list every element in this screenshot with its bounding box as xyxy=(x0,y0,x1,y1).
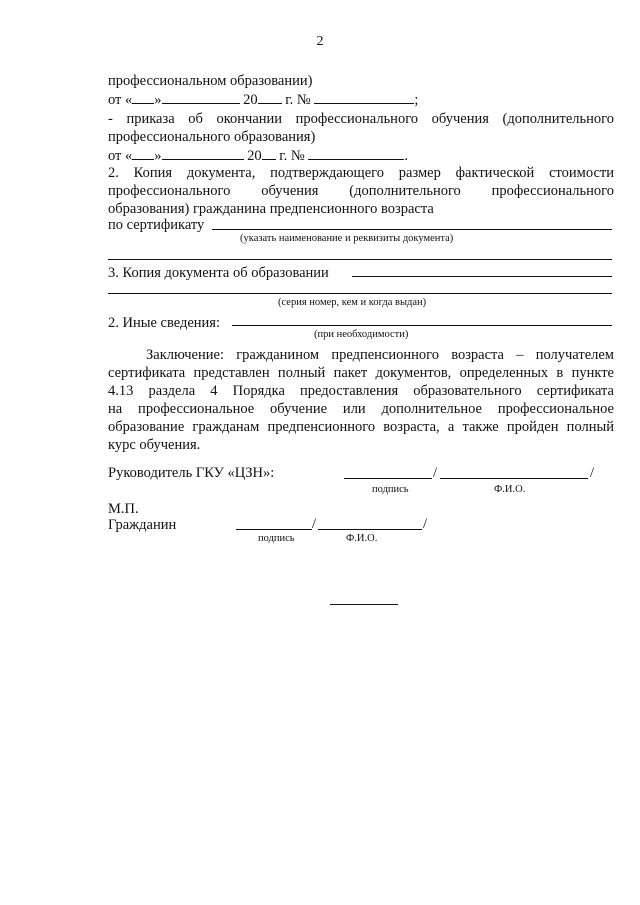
number-field-1[interactable] xyxy=(314,90,414,104)
citizen-slash-end: / xyxy=(423,516,428,532)
year-field-1[interactable] xyxy=(258,90,282,104)
other-info-caption: (при необходимости) xyxy=(314,329,409,340)
head-signature-field[interactable] xyxy=(344,478,432,479)
item1-continuation: профессиональном образовании) xyxy=(108,73,313,89)
stamp-place-label: М.П. xyxy=(108,501,139,517)
end-rule xyxy=(330,604,398,605)
cert-field-continuation[interactable] xyxy=(108,259,612,260)
head-fio-field[interactable] xyxy=(440,478,588,479)
conclusion-line6: курс обучения. xyxy=(108,437,201,453)
item2-line1: 2. Копия документа, подтверждающего размер фактической стоимости xyxy=(108,165,614,181)
head-fio-caption: Ф.И.О. xyxy=(494,484,526,495)
cert-caption: (указать наименование и реквизиты документа) xyxy=(240,233,454,244)
item2-line3: образования) гражданина предпенсионного возраста xyxy=(108,201,434,217)
education-doc-caption: (серия номер, кем и когда выдан) xyxy=(278,297,427,308)
conclusion-line1: Заключение: гражданином предпенсионного возраста – получателем xyxy=(146,347,614,363)
month-field-2[interactable] xyxy=(162,146,244,160)
date-line-1: от « » 20 г. № ; xyxy=(108,92,419,108)
head-slash: / xyxy=(433,465,438,481)
month-field-1[interactable] xyxy=(162,90,240,104)
citizen-slash: / xyxy=(312,516,317,532)
head-sign-caption: подпись xyxy=(372,484,409,495)
citizen-sign-caption: подпись xyxy=(258,533,295,544)
other-info-label: 2. Иные сведения: xyxy=(108,315,221,331)
conclusion-line2: сертификата представлен полный пакет документов, определенных в пункте xyxy=(108,365,614,381)
head-slash-end: / xyxy=(590,465,595,481)
conclusion-line5: образование гражданам предпенсионного возраста, а также пройден полный xyxy=(108,419,614,435)
order-line-2: профессионального образования) xyxy=(108,129,316,145)
other-info-field[interactable] xyxy=(232,325,612,326)
order-line-1: - приказа об окончании профессионального обучения (дополнительного xyxy=(108,111,614,127)
year-field-2[interactable] xyxy=(262,146,276,160)
citizen-fio-field[interactable] xyxy=(318,529,422,530)
conclusion-line3: 4.13 раздела 4 Порядка предоставления образовательного сертификата xyxy=(108,383,614,399)
item2-line2: профессионального обучения (дополнительного профессионального xyxy=(108,183,614,199)
citizen-fio-caption: Ф.И.О. xyxy=(346,533,378,544)
cert-field[interactable] xyxy=(212,229,612,230)
head-label: Руководитель ГКУ «ЦЗН»: xyxy=(108,465,275,481)
cert-label: по сертификату xyxy=(108,217,205,233)
number-field-2[interactable] xyxy=(308,146,404,160)
education-doc-field[interactable] xyxy=(352,276,612,277)
day-field-1[interactable] xyxy=(132,90,154,104)
date-line-2: от « » 20 г. № . xyxy=(108,148,408,164)
day-field-2[interactable] xyxy=(132,146,154,160)
citizen-label: Гражданин xyxy=(108,517,177,533)
education-doc-field-2[interactable] xyxy=(108,293,612,294)
education-doc-label: 3. Копия документа об образовании xyxy=(108,265,329,281)
conclusion-line4: на профессиональное обучение или дополнительное профессиональное xyxy=(108,401,614,417)
page-number: 2 xyxy=(316,34,324,49)
citizen-signature-field[interactable] xyxy=(236,529,312,530)
